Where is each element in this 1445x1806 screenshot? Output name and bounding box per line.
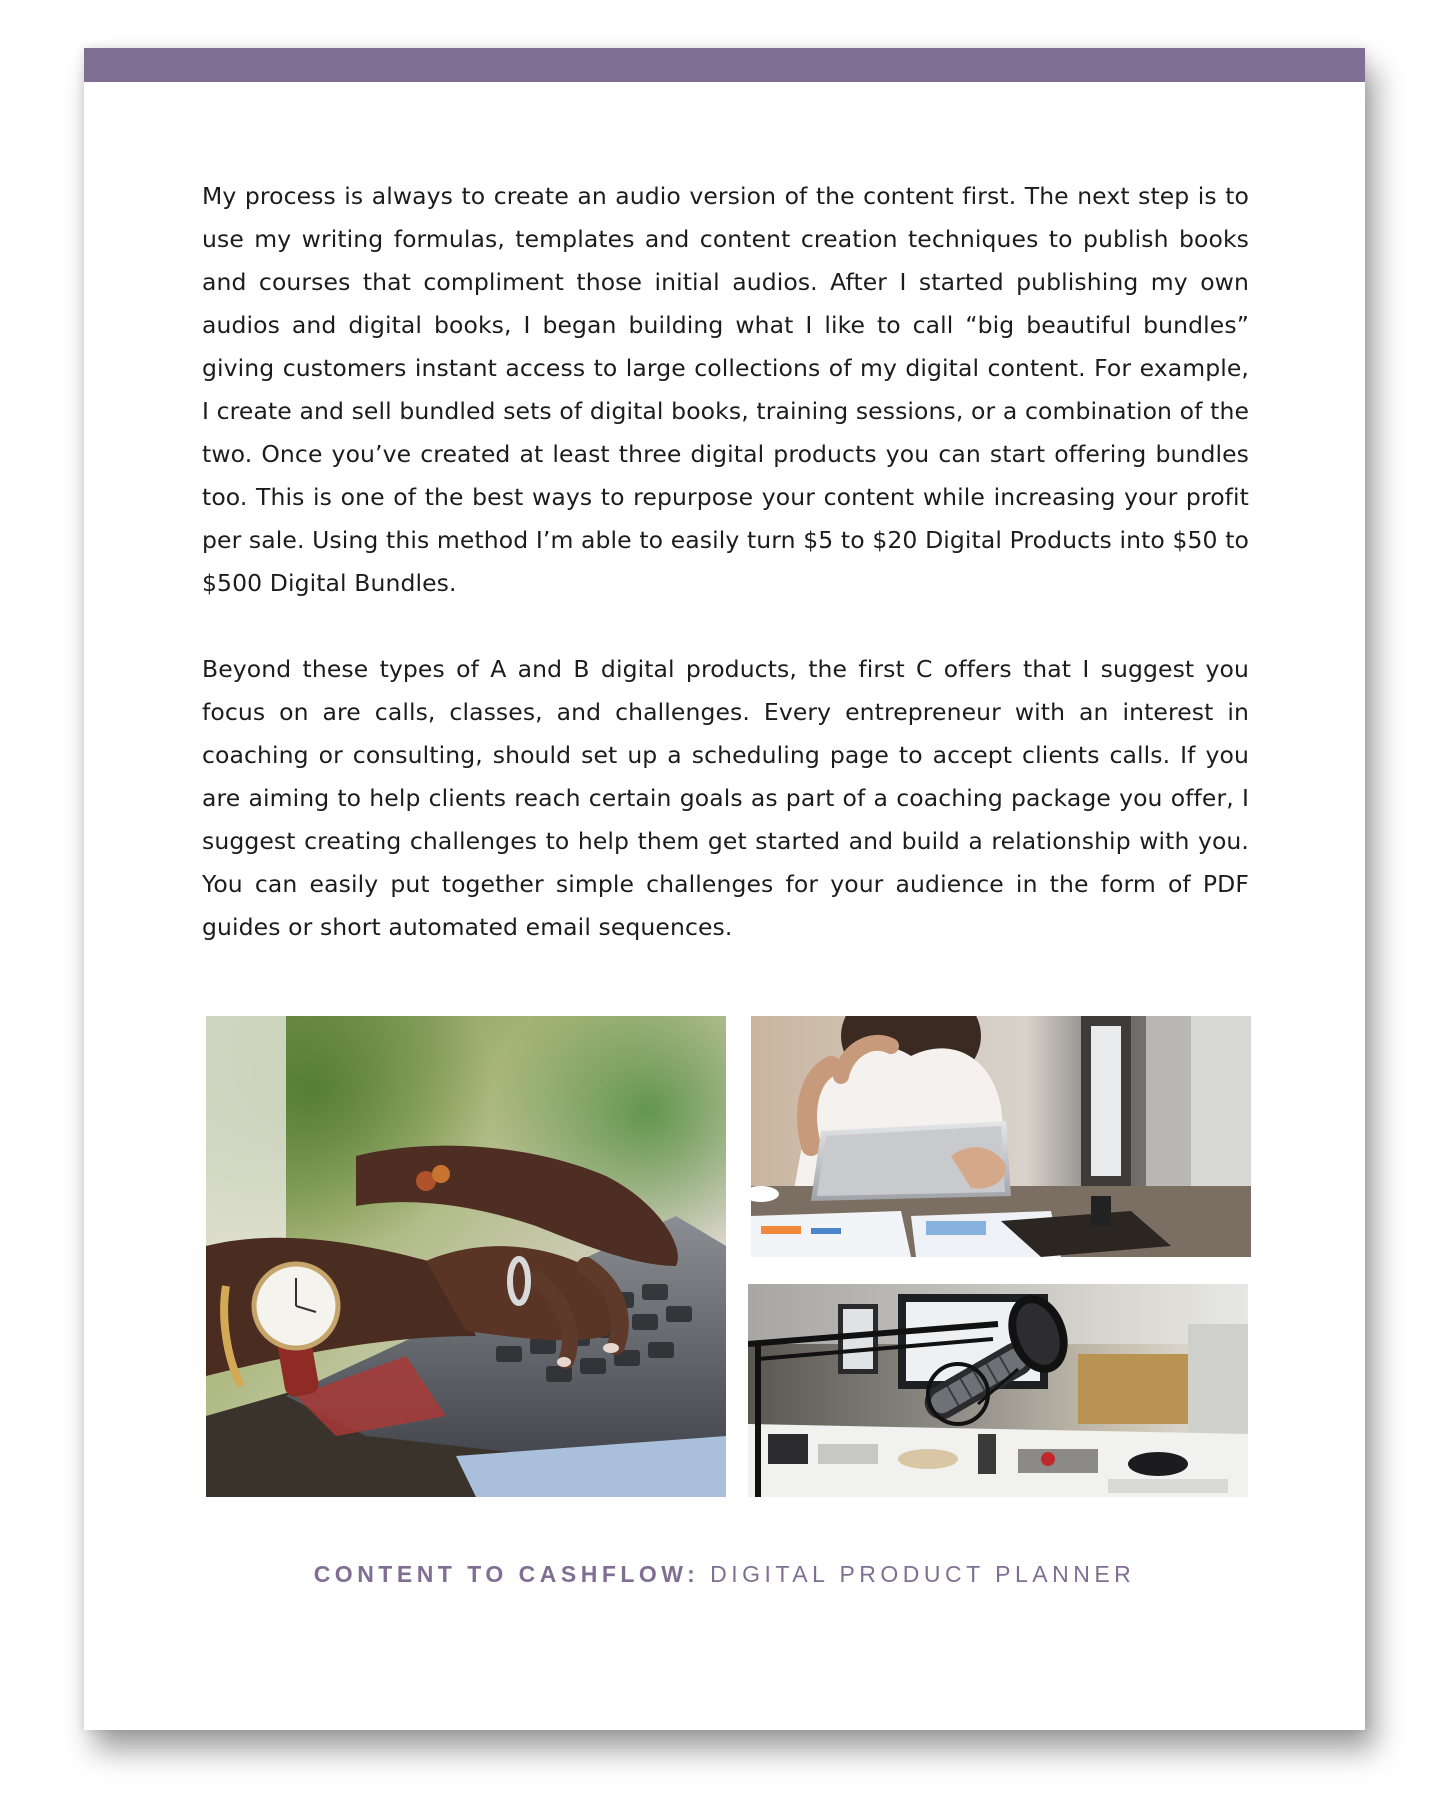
hands-typing-on-laptop-image (206, 1016, 726, 1497)
document-page (84, 48, 1365, 1730)
header-accent-bar (84, 48, 1365, 82)
woman-holding-tablet-image (751, 1016, 1251, 1257)
woman-holding-tablet-photo (751, 1016, 1251, 1257)
footer-title-bold: CONTENT TO CASHFLOW: (313, 1561, 700, 1587)
podcast-microphone-desk-photo (748, 1284, 1248, 1497)
podcast-microphone-desk-image (748, 1284, 1248, 1497)
footer-title-light: DIGITAL PRODUCT PLANNER (710, 1561, 1136, 1587)
body-paragraph-1: My process is always to create an audio version of the content first. The next step is to use my writing formulas, templates and content creation techniques to publish books and courses that compliment those initial audios. After I started publishing my own audios and digital books, I began building what I like to call “big beautiful bundles” giving customers instant access to large collections of my digital content. For example, I create and sell bundled sets of digital books, training sessions, or a combination of the two. Once you’ve created at least three digital products you can start offering bundles too. This is one of the best ways to repurpose your content while increasing your profit per sale. Using this method I’m able to easily turn $5 to $20 Digital Products into $50 to $500 Digital Bundles. (202, 182, 1249, 597)
body-paragraph-2: Beyond these types of A and B digital products, the first C offers that I suggest you focus on are calls, classes, and challenges. Every entrepreneur with an interest in coaching or consulting, should set up a scheduling page to accept clients calls. If you are aiming to help clients reach certain goals as part of a coaching package you offer, I suggest creating challenges to help them get started and build a relationship with you. You can easily put together simple challenges for your audience in the form of PDF guides or short automated email sequences. (202, 655, 1249, 941)
footer-title (84, 1561, 1365, 1588)
hands-typing-on-laptop-photo (206, 1016, 726, 1497)
